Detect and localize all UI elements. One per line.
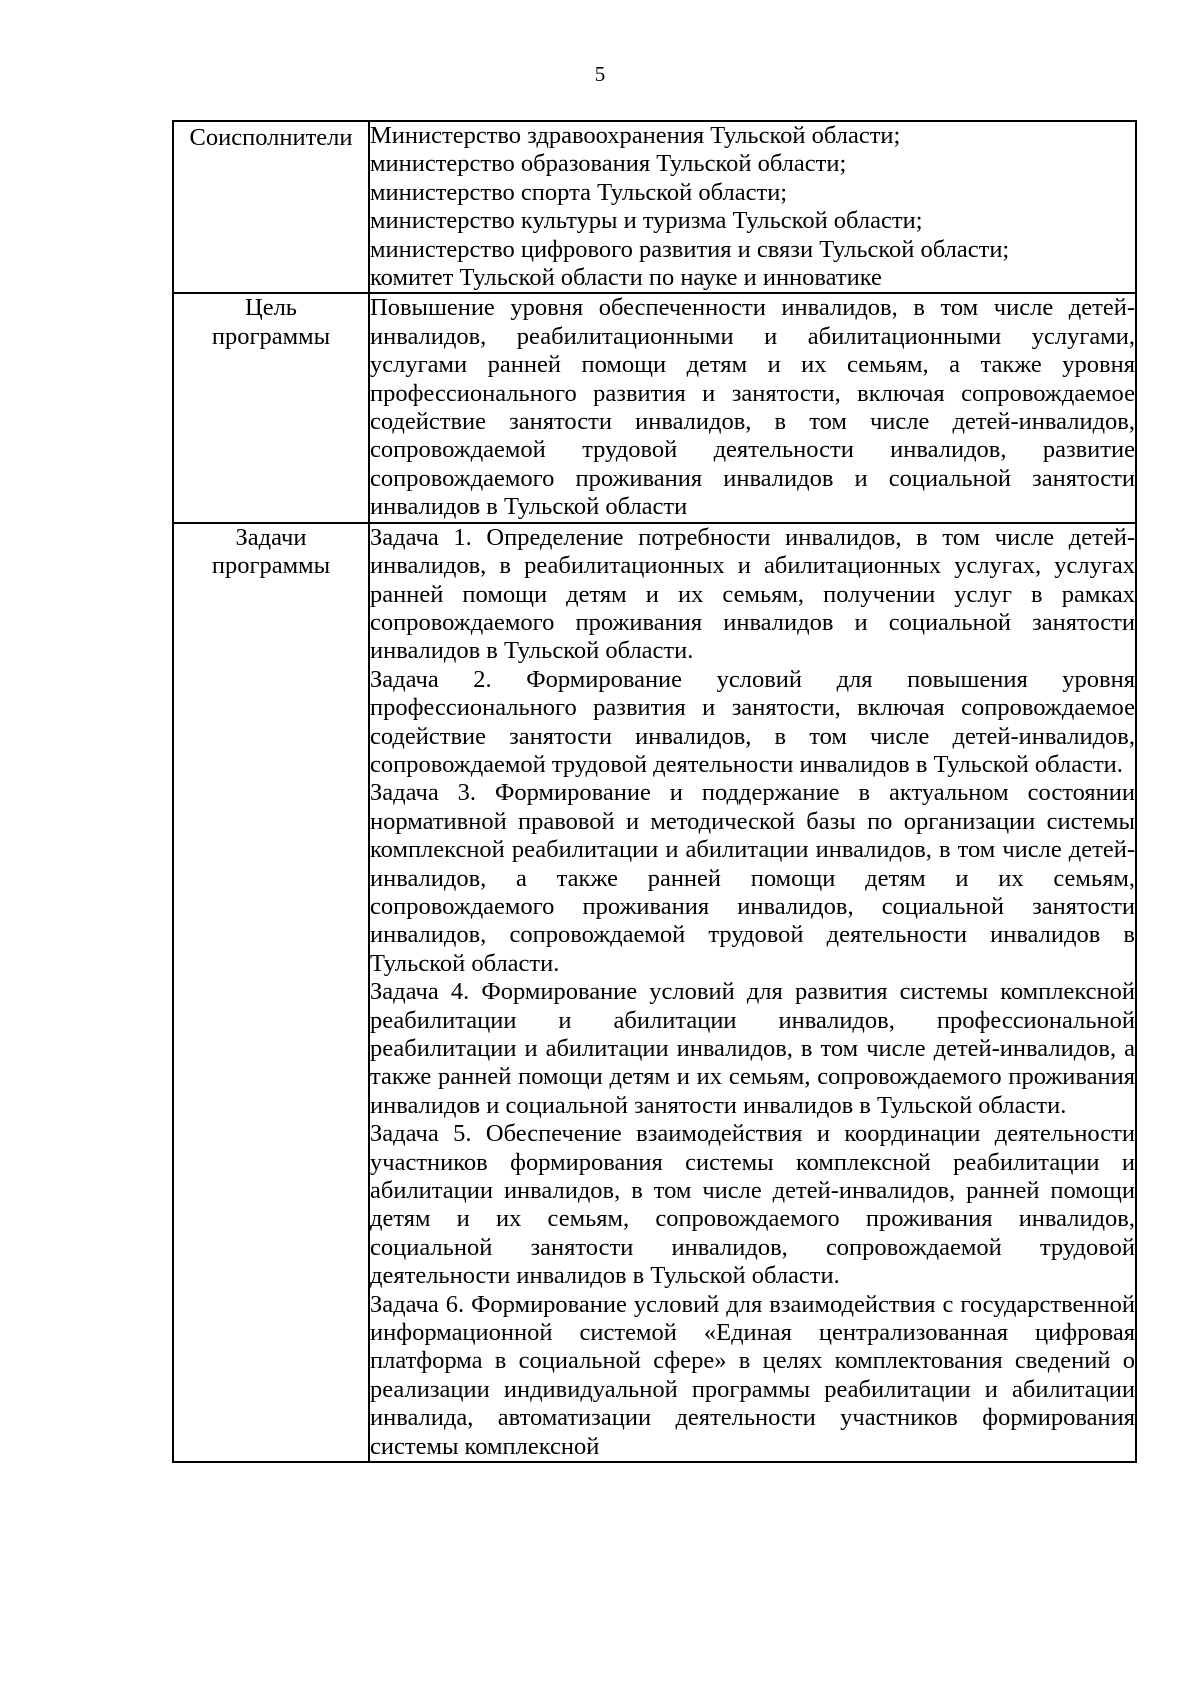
coexecutor-item: комитет Тульской области по науке и инноватике: [370, 264, 882, 292]
program-passport-table: [172, 120, 1137, 1463]
table-row-coexecutors: [173, 121, 1136, 293]
coexecutor-item: Министерство здравоохранения Тульской области;: [370, 122, 901, 149]
task-item-continued: Задача 6. Формирование условий для взаимодействия с государственной информационной системой «Единая централизованная цифровая платформа в социальной сфере» в целях комплектования сведений о реализации индивидуальной программы реабилитации и абилитации инвалида, автоматизации деятельности участников формирования системы комплексной: [370, 1290, 1135, 1460]
table-row-tasks: [173, 523, 1136, 1462]
tasks-list: [369, 523, 1136, 1462]
coexecutor-item: министерство культуры и туризма Тульской области;: [370, 207, 923, 235]
goal-text-cell: [369, 293, 1136, 522]
coexecutors-list: [369, 121, 1136, 293]
task-item: Задача 5. Обеспечение взаимодействия и координации деятельности участников формирования системы комплексной реабилитации и абилитации инвалидов, в том числе детей-инвалидов, ранней помощи детям и их семьям, сопровождаемого проживания инвалидов, социальной занятости инвалидов, сопровождаемой трудовой деятельности инвалидов в Тульской области.: [370, 1120, 1135, 1290]
task-item: Задача 1. Определение потребности инвалидов, в том числе детей-инвалидов, в реабилитационных и абилитационных услугах, услугах ранней помощи детям и их семьям, получении услуг в рамках сопровождаемого проживания инвалидов и социальной занятости инвалидов в Тульской области.: [370, 523, 1135, 665]
goal-label: [173, 293, 369, 522]
tasks-label-line2: программы: [211, 552, 331, 580]
goal-label-line1: Цель: [245, 294, 297, 322]
coexecutor-item: министерство спорта Тульской области;: [370, 178, 788, 206]
goal-label-line2: программы: [211, 322, 331, 350]
task-item: Задача 3. Формирование и поддержание в актуальном состоянии нормативной правовой и методической базы по организации системы комплексной реабилитации и абилитации инвалидов, в том числе детей-инвалидов, а также ранней помощи детям и их семьям, сопровождаемого проживания инвалидов, социальной занятости инвалидов, сопровождаемой трудовой деятельности инвалидов в Тульской области.: [370, 779, 1135, 977]
coexecutor-item: министерство образования Тульской области;: [370, 150, 847, 178]
coexecutors-label: Соисполнители: [173, 121, 369, 293]
tasks-label-line1: Задачи: [235, 523, 307, 551]
tasks-label: [173, 523, 369, 1462]
table-row-goal: [173, 293, 1136, 522]
task-item: Задача 2. Формирование условий для повышения уровня профессионального развития и занятости, включая сопровождаемое содействие занятости инвалидов, в том числе детей-инвалидов, сопровождаемой трудовой деятельности инвалидов в Тульской области.: [370, 665, 1135, 778]
page-number: 5: [594, 62, 606, 86]
goal-text: Повышение уровня обеспеченности инвалидов, в том числе детей-инвалидов, реабилитационными и абилитационными услугами, услугами ранней помощи детям и их семьям, а также уровня профессионального развития и занятости, включая сопровождаемое содействие занятости инвалидов, в том числе детей-инвалидов, сопровождаемой трудовой деятельности инвалидов, развитие сопровождаемого проживания инвалидов и социальной занятости инвалидов в Тульской области: [370, 294, 1135, 521]
task-item: Задача 4. Формирование условий для развития системы комплексной реабилитации и абилитации инвалидов, профессиональной реабилитации и абилитации инвалидов, в том числе детей-инвалидов, а также ранней помощи детям и их семьям, сопровождаемого проживания инвалидов и социальной занятости инвалидов в Тульской области.: [370, 978, 1135, 1119]
coexecutor-item: министерство цифрового развития и связи Тульской области;: [370, 235, 1010, 263]
